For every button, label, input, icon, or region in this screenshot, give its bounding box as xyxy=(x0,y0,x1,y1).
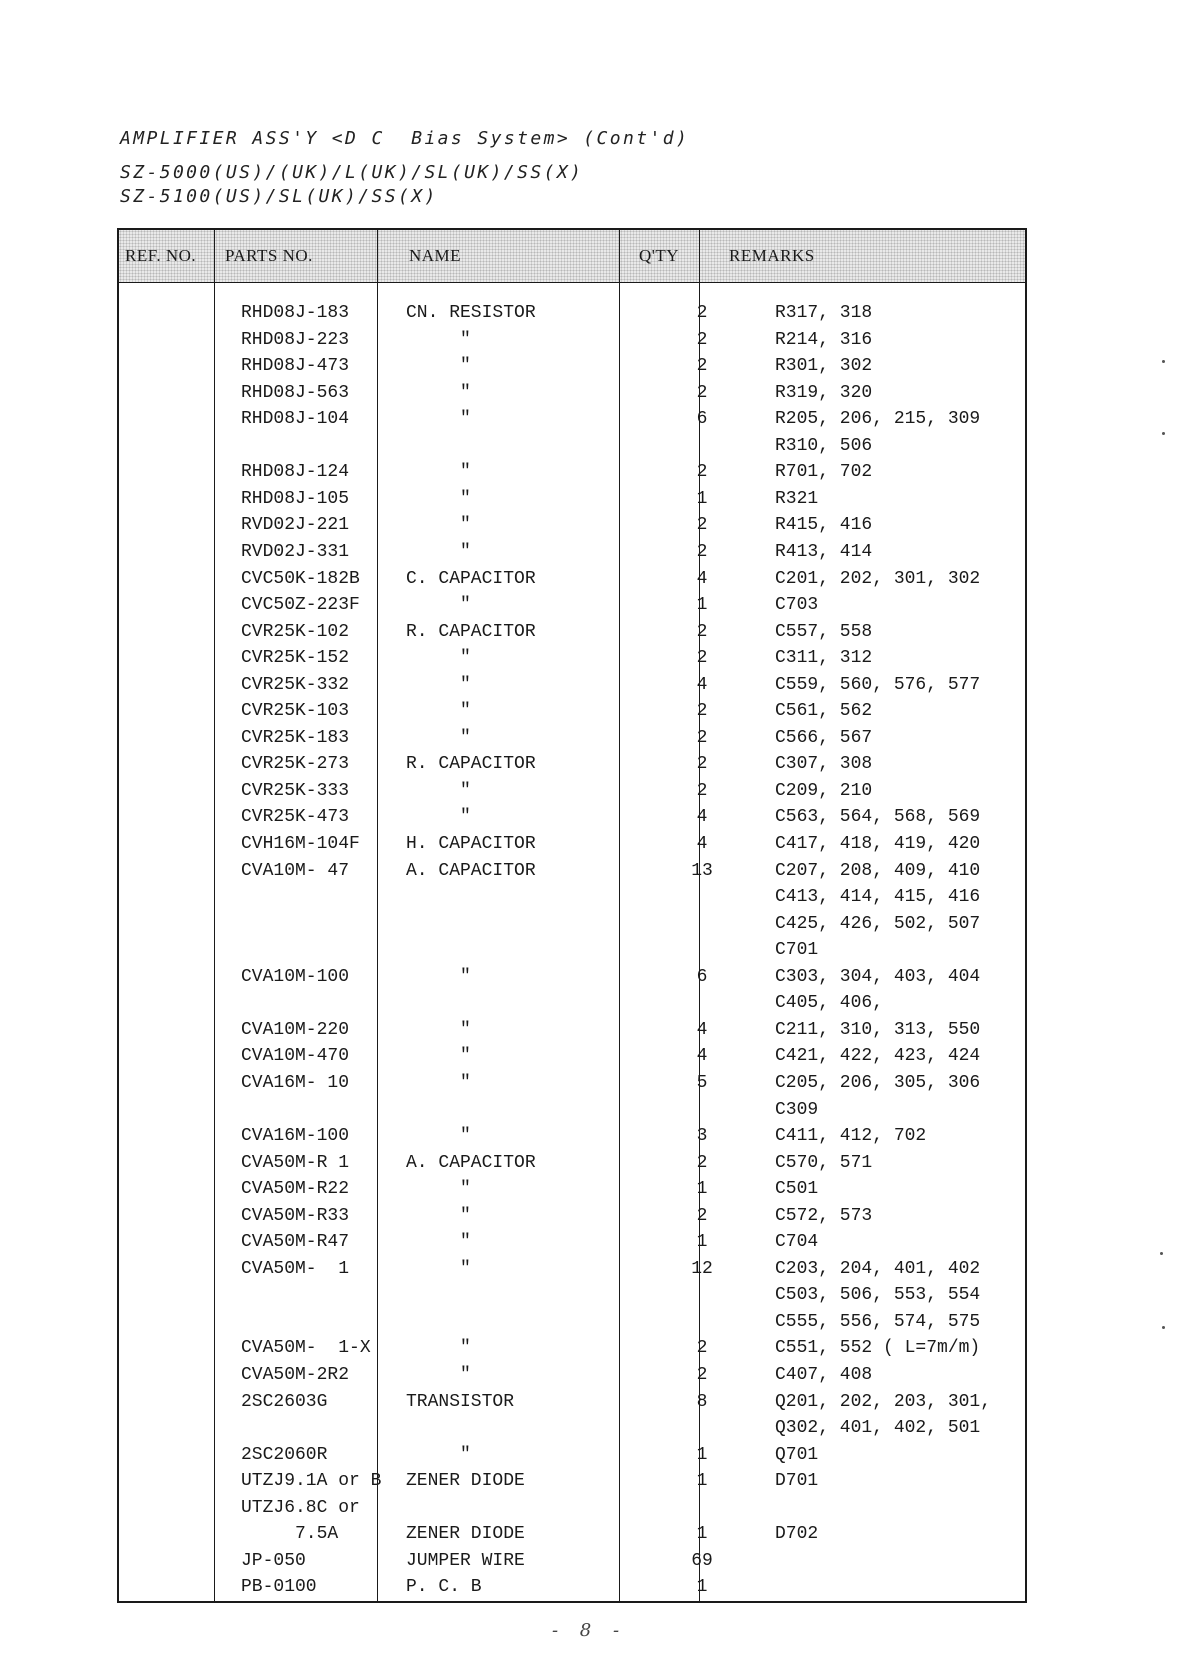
part-number-cell: CVC50K-182B xyxy=(241,568,360,589)
parts-table xyxy=(117,228,1027,1603)
table-row xyxy=(119,406,1025,432)
quantity-cell: 2 xyxy=(696,462,708,483)
table-row xyxy=(119,486,1025,512)
remarks-cell: C207, 208, 409, 410 xyxy=(775,860,981,881)
column-header-name: NAME xyxy=(409,246,462,265)
part-name-cell: ″ xyxy=(406,674,471,695)
table-row xyxy=(119,858,1025,884)
model-list-line-1: SZ-5000(US)/(UK)/L(UK)/SL(UK)/SS(X) xyxy=(120,162,584,183)
quantity-cell: 2 xyxy=(696,1338,708,1359)
remarks-cell: R321 xyxy=(775,488,819,509)
table-row xyxy=(119,1176,1025,1202)
part-number-cell: CVA50M-R33 xyxy=(241,1205,350,1226)
part-number-cell: RVD02J-221 xyxy=(241,515,350,536)
remarks-cell: C555, 556, 574, 575 xyxy=(775,1311,981,1332)
remarks-cell: C307, 308 xyxy=(775,754,873,775)
part-name-cell: A. CAPACITOR xyxy=(406,860,536,881)
part-number-cell: CVA16M- 10 xyxy=(241,1072,350,1093)
table-row xyxy=(119,672,1025,698)
quantity-cell: 4 xyxy=(696,568,708,589)
table-row xyxy=(119,964,1025,990)
remarks-cell: C311, 312 xyxy=(775,648,873,669)
remarks-cell: C503, 506, 553, 554 xyxy=(775,1285,981,1306)
scan-speck xyxy=(1162,1326,1165,1329)
quantity-cell: 3 xyxy=(696,1126,708,1147)
table-row xyxy=(119,1256,1025,1282)
remarks-cell: Q201, 202, 203, 301, xyxy=(775,1391,992,1412)
part-name-cell: JUMPER WIRE xyxy=(406,1550,525,1571)
quantity-cell: 4 xyxy=(696,1046,708,1067)
quantity-cell: 2 xyxy=(696,701,708,722)
part-number-cell: CVA50M- 1 xyxy=(241,1258,350,1279)
part-name-cell: ″ xyxy=(406,1072,471,1093)
quantity-cell: 2 xyxy=(696,648,708,669)
table-row xyxy=(119,1070,1025,1096)
table-row xyxy=(119,937,1025,963)
part-name-cell: ″ xyxy=(406,1232,471,1253)
table-row xyxy=(119,990,1025,1016)
part-name-cell: ″ xyxy=(406,807,471,828)
column-header-remarks: REMARKS xyxy=(729,246,815,265)
remarks-cell: C563, 564, 568, 569 xyxy=(775,807,981,828)
section-title: AMPLIFIER ASS'Y <D C Bias System> (Cont'd) xyxy=(120,128,690,149)
quantity-cell: 4 xyxy=(696,1019,708,1040)
remarks-cell: C407, 408 xyxy=(775,1365,873,1385)
remarks-cell: C703 xyxy=(775,595,819,616)
remarks-cell: C413, 414, 415, 416 xyxy=(775,887,981,908)
part-name-cell: H. CAPACITOR xyxy=(406,834,536,854)
part-name-cell: ″ xyxy=(406,409,471,430)
remarks-cell: R413, 414 xyxy=(775,541,873,562)
remarks-cell: R205, 206, 215, 309 xyxy=(775,409,981,430)
remarks-cell: C572, 573 xyxy=(775,1205,873,1226)
part-name-cell: R. CAPACITOR xyxy=(406,754,536,775)
part-number-cell: RHD08J-183 xyxy=(241,303,350,323)
quantity-cell: 6 xyxy=(696,409,708,430)
table-row xyxy=(119,1415,1025,1441)
table-row xyxy=(119,884,1025,910)
part-number-cell: CVA10M-220 xyxy=(241,1019,350,1040)
quantity-cell: 2 xyxy=(696,727,708,748)
part-name-cell: ″ xyxy=(406,462,471,483)
part-number-cell: CVA10M-470 xyxy=(241,1046,350,1067)
part-number-cell: 2SC2060R xyxy=(241,1444,328,1465)
table-row xyxy=(119,327,1025,353)
quantity-cell: 1 xyxy=(696,1524,708,1545)
part-number-cell: CVA10M-100 xyxy=(241,966,350,987)
part-name-cell: ″ xyxy=(406,780,471,801)
part-number-cell: CVA50M-R47 xyxy=(241,1232,350,1253)
part-number-cell: RVD02J-331 xyxy=(241,541,350,562)
part-number-cell: CVC50Z-223F xyxy=(241,595,360,616)
remarks-cell: Q701 xyxy=(775,1444,819,1465)
quantity-cell: 2 xyxy=(696,329,708,350)
table-row xyxy=(119,1017,1025,1043)
table-row xyxy=(119,1282,1025,1308)
table-row xyxy=(119,698,1025,724)
remarks-cell: C303, 304, 403, 404 xyxy=(775,966,981,987)
part-number-cell: CVA50M-2R2 xyxy=(241,1365,350,1385)
table-row xyxy=(119,566,1025,592)
part-name-cell: ″ xyxy=(406,966,471,987)
table-row xyxy=(119,353,1025,379)
remarks-cell: R415, 416 xyxy=(775,515,873,536)
table-row xyxy=(119,1229,1025,1255)
part-number-cell: RHD08J-223 xyxy=(241,329,350,350)
part-number-cell: CVA50M- 1-X xyxy=(241,1338,371,1359)
table-row xyxy=(119,1548,1025,1574)
part-name-cell: ″ xyxy=(406,727,471,748)
table-row xyxy=(119,1521,1025,1547)
part-number-cell: CVR25K-152 xyxy=(241,648,350,669)
remarks-cell: R701, 702 xyxy=(775,462,873,483)
part-name-cell: ″ xyxy=(406,1019,471,1040)
table-row xyxy=(119,1150,1025,1176)
quantity-cell: 1 xyxy=(696,1471,708,1492)
model-list-line-2: SZ-5100(US)/SL(UK)/SS(X) xyxy=(120,186,438,207)
part-name-cell: R. CAPACITOR xyxy=(406,621,536,642)
part-name-cell: ″ xyxy=(406,1365,471,1385)
quantity-cell: 2 xyxy=(696,1205,708,1226)
quantity-cell: 2 xyxy=(696,780,708,801)
part-number-cell: 2SC2603G xyxy=(241,1391,328,1412)
table-row xyxy=(119,1389,1025,1415)
quantity-cell: 1 xyxy=(696,595,708,616)
remarks-cell: C551, 552 ( L=7m/m) xyxy=(775,1338,981,1359)
part-number-cell: PB-0100 xyxy=(241,1577,317,1598)
remarks-cell: C309 xyxy=(775,1099,819,1120)
part-name-cell: ″ xyxy=(406,595,471,616)
quantity-cell: 1 xyxy=(696,488,708,509)
remarks-cell: C417, 418, 419, 420 xyxy=(775,834,981,854)
part-name-cell: ″ xyxy=(406,488,471,509)
part-number-cell: UTZJ6.8C or xyxy=(241,1497,360,1518)
part-number-cell: RHD08J-104 xyxy=(241,409,350,430)
quantity-cell: 4 xyxy=(696,674,708,695)
table-row xyxy=(119,1442,1025,1468)
part-name-cell: CN. RESISTOR xyxy=(406,303,536,323)
scan-speck xyxy=(1162,360,1165,363)
part-name-cell: ″ xyxy=(406,1179,471,1200)
table-row xyxy=(119,1468,1025,1494)
column-header-parts-no: PARTS NO. xyxy=(225,246,313,265)
part-number-cell: RHD08J-105 xyxy=(241,488,350,509)
table-row xyxy=(119,539,1025,565)
remarks-cell: D702 xyxy=(775,1524,819,1545)
quantity-cell: 2 xyxy=(696,515,708,536)
part-number-cell: CVR25K-273 xyxy=(241,754,350,775)
table-row xyxy=(119,433,1025,459)
table-row xyxy=(119,1362,1025,1388)
quantity-cell: 2 xyxy=(696,1152,708,1173)
table-row xyxy=(119,1203,1025,1229)
part-name-cell: TRANSISTOR xyxy=(406,1391,515,1412)
table-row xyxy=(119,1097,1025,1123)
remarks-cell: R319, 320 xyxy=(775,382,873,403)
part-name-cell: ″ xyxy=(406,1126,471,1147)
part-name-cell: ″ xyxy=(406,701,471,722)
remarks-cell: C205, 206, 305, 306 xyxy=(775,1072,981,1093)
remarks-cell: R317, 318 xyxy=(775,303,873,323)
table-row xyxy=(119,645,1025,671)
part-number-cell: JP-050 xyxy=(241,1550,306,1571)
remarks-cell: D701 xyxy=(775,1471,819,1492)
remarks-cell: C501 xyxy=(775,1179,819,1200)
quantity-cell: 4 xyxy=(696,807,708,828)
part-number-cell: CVR25K-332 xyxy=(241,674,350,695)
part-name-cell: ″ xyxy=(406,329,471,350)
remarks-cell: C701 xyxy=(775,940,819,961)
remarks-cell: C561, 562 xyxy=(775,701,873,722)
part-number-cell: CVR25K-473 xyxy=(241,807,350,828)
table-row xyxy=(119,300,1025,326)
part-name-cell: ″ xyxy=(406,382,471,403)
part-name-cell: ″ xyxy=(406,1338,471,1359)
table-row xyxy=(119,1335,1025,1361)
table-row xyxy=(119,1495,1025,1521)
quantity-cell: 8 xyxy=(696,1391,708,1412)
table-row xyxy=(119,619,1025,645)
quantity-cell: 5 xyxy=(696,1072,708,1093)
part-number-cell: CVA10M- 47 xyxy=(241,860,350,881)
table-row xyxy=(119,459,1025,485)
quantity-cell: 1 xyxy=(696,1232,708,1253)
table-row xyxy=(119,751,1025,777)
part-name-cell: ″ xyxy=(406,515,471,536)
scan-speck xyxy=(1162,432,1165,435)
part-name-cell: ″ xyxy=(406,648,471,669)
part-number-cell: CVR25K-333 xyxy=(241,780,350,801)
remarks-cell: C425, 426, 502, 507 xyxy=(775,913,981,934)
table-row xyxy=(119,831,1025,857)
part-number-cell: CVR25K-183 xyxy=(241,727,350,748)
part-number-cell: CVR25K-102 xyxy=(241,621,350,642)
quantity-cell: 69 xyxy=(691,1550,713,1571)
part-name-cell: ″ xyxy=(406,1444,471,1465)
remarks-cell: C201, 202, 301, 302 xyxy=(775,568,981,589)
part-name-cell: A. CAPACITOR xyxy=(406,1152,536,1173)
table-row xyxy=(119,1574,1025,1600)
remarks-cell: C421, 422, 423, 424 xyxy=(775,1046,981,1067)
part-number-cell: 7.5A xyxy=(241,1524,339,1545)
quantity-cell: 2 xyxy=(696,754,708,775)
table-row xyxy=(119,911,1025,937)
quantity-cell: 2 xyxy=(696,356,708,377)
remarks-cell: C557, 558 xyxy=(775,621,873,642)
part-number-cell: RHD08J-563 xyxy=(241,382,350,403)
table-row xyxy=(119,725,1025,751)
table-row xyxy=(119,1043,1025,1069)
part-number-cell: RHD08J-124 xyxy=(241,462,350,483)
part-name-cell: ″ xyxy=(406,1205,471,1226)
quantity-cell: 2 xyxy=(696,303,708,323)
remarks-cell: C209, 210 xyxy=(775,780,873,801)
table-row xyxy=(119,380,1025,406)
table-row xyxy=(119,1123,1025,1149)
quantity-cell: 13 xyxy=(691,860,713,881)
remarks-cell: Q302, 401, 402, 501 xyxy=(775,1418,981,1439)
quantity-cell: 2 xyxy=(696,541,708,562)
part-name-cell: ″ xyxy=(406,356,471,377)
table-row xyxy=(119,512,1025,538)
part-name-cell: C. CAPACITOR xyxy=(406,568,536,589)
table-row xyxy=(119,778,1025,804)
remarks-cell: C570, 571 xyxy=(775,1152,873,1173)
part-number-cell: RHD08J-473 xyxy=(241,356,350,377)
part-name-cell: ″ xyxy=(406,541,471,562)
scan-speck xyxy=(1160,1252,1163,1255)
remarks-cell: C704 xyxy=(775,1232,819,1253)
part-number-cell: CVA50M-R 1 xyxy=(241,1152,350,1173)
quantity-cell: 6 xyxy=(696,966,708,987)
remarks-cell: C405, 406, xyxy=(775,993,884,1014)
remarks-cell: R310, 506 xyxy=(775,435,873,456)
page-number: - 8 - xyxy=(551,1620,628,1641)
column-header-qty: Q'TY xyxy=(639,246,680,265)
part-number-cell: UTZJ9.1A or B xyxy=(241,1471,382,1492)
column-header-ref-no: REF. NO. xyxy=(125,246,197,265)
part-number-cell: CVA16M-100 xyxy=(241,1126,350,1147)
quantity-cell: 1 xyxy=(696,1577,708,1598)
remarks-cell: R214, 316 xyxy=(775,329,873,350)
part-name-cell: ZENER DIODE xyxy=(406,1471,525,1492)
remarks-cell: C411, 412, 702 xyxy=(775,1126,927,1147)
table-row xyxy=(119,1309,1025,1335)
remarks-cell: R301, 302 xyxy=(775,356,873,377)
part-name-cell: P. C. B xyxy=(406,1577,482,1598)
quantity-cell: 4 xyxy=(696,834,708,854)
remarks-cell: C566, 567 xyxy=(775,727,873,748)
quantity-cell: 2 xyxy=(696,621,708,642)
quantity-cell: 1 xyxy=(696,1444,708,1465)
part-name-cell: ZENER DIODE xyxy=(406,1524,525,1545)
table-row xyxy=(119,592,1025,618)
quantity-cell: 2 xyxy=(696,1365,708,1385)
part-number-cell: CVA50M-R22 xyxy=(241,1179,350,1200)
quantity-cell: 12 xyxy=(691,1258,713,1279)
table-row xyxy=(119,804,1025,830)
remarks-cell: C211, 310, 313, 550 xyxy=(775,1019,981,1040)
remarks-cell: C559, 560, 576, 577 xyxy=(775,674,981,695)
part-name-cell: ″ xyxy=(406,1258,471,1279)
part-number-cell: CVR25K-103 xyxy=(241,701,350,722)
remarks-cell: C203, 204, 401, 402 xyxy=(775,1258,981,1279)
quantity-cell: 1 xyxy=(696,1179,708,1200)
part-number-cell: CVH16M-104F xyxy=(241,834,360,854)
quantity-cell: 2 xyxy=(696,382,708,403)
part-name-cell: ″ xyxy=(406,1046,471,1067)
